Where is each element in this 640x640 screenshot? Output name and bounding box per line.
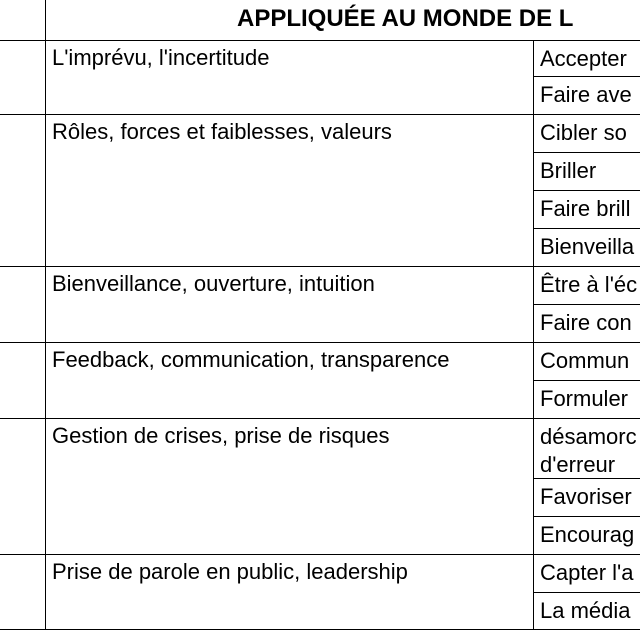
row-item: Accepter <box>540 46 627 71</box>
row-separator <box>0 418 640 419</box>
row-theme: Bienveillance, ouverture, intuition <box>52 271 375 296</box>
item-separator <box>533 304 640 305</box>
row-item: Bienveilla <box>540 234 635 259</box>
row-theme: Gestion de crises, prise de risques <box>52 423 390 448</box>
table-header-border <box>0 40 640 41</box>
row-item: Briller <box>540 158 597 183</box>
row-item: Être à l'éc <box>540 272 638 297</box>
row-item: Commun <box>540 348 630 373</box>
row-theme: L'imprévu, l'incertitude <box>52 45 270 70</box>
item-separator <box>533 76 640 77</box>
row-separator <box>0 342 640 343</box>
item-separator <box>533 190 640 191</box>
row-item: Cibler so <box>540 120 627 145</box>
item-separator <box>533 228 640 229</box>
row-item: La média <box>540 598 631 623</box>
row-item: désamorc d'erreur <box>540 424 637 477</box>
row-theme: Prise de parole en public, leadership <box>52 559 408 584</box>
row-item: Formuler <box>540 386 629 411</box>
table-bottom-border <box>0 629 640 630</box>
item-separator <box>533 380 640 381</box>
row-separator <box>0 554 640 555</box>
item-separator <box>533 516 640 517</box>
row-separator <box>0 266 640 267</box>
table-left-column-border <box>45 0 46 630</box>
row-theme: Feedback, communication, transparence <box>52 347 450 372</box>
row-item: Favoriser <box>540 484 632 509</box>
row-item: Faire ave <box>540 82 632 107</box>
row-item: Encourag <box>540 522 635 547</box>
row-separator <box>0 114 640 115</box>
item-separator <box>533 152 640 153</box>
item-separator <box>533 478 640 479</box>
row-item: Capter l'a <box>540 560 634 585</box>
row-theme: Rôles, forces et faiblesses, valeurs <box>52 119 392 144</box>
row-item: Faire brill <box>540 196 631 221</box>
table-title: APPLIQUÉE AU MONDE DE L <box>237 5 574 32</box>
item-separator <box>533 592 640 593</box>
row-item: Faire con <box>540 310 632 335</box>
table-split-border <box>533 40 534 630</box>
